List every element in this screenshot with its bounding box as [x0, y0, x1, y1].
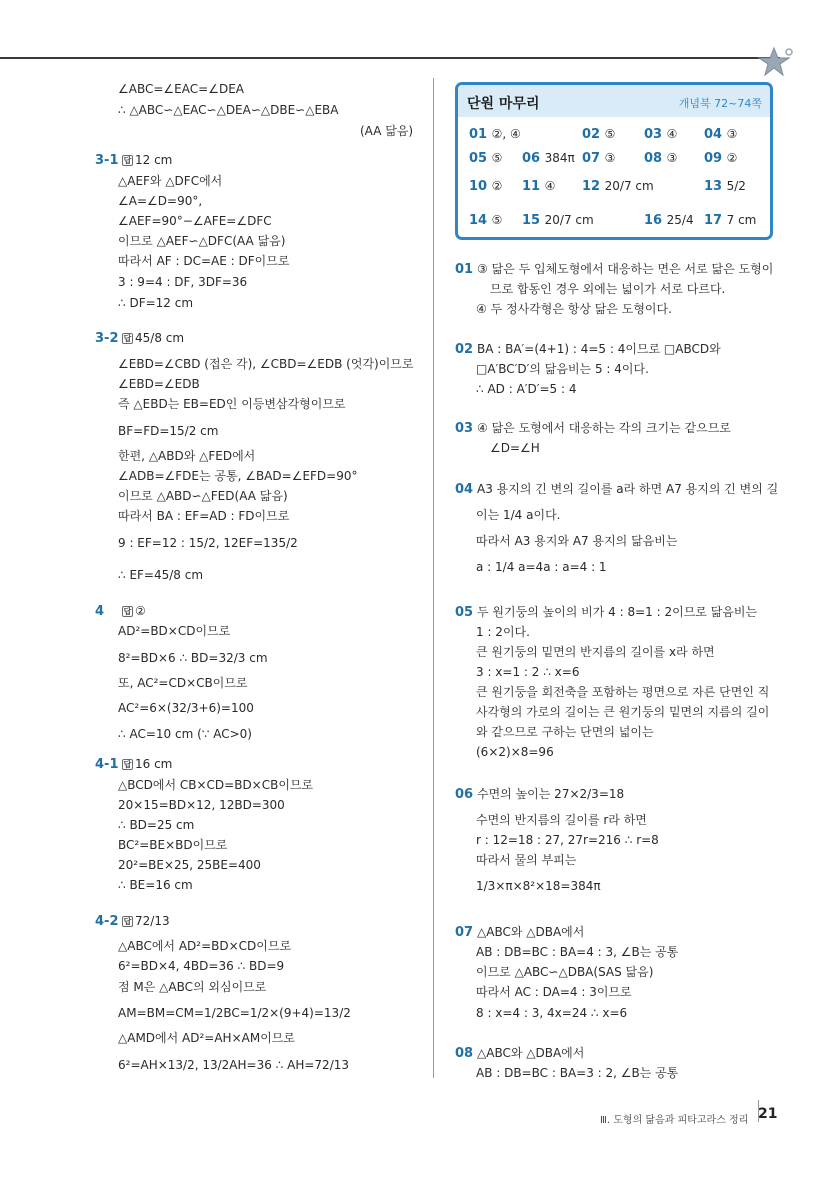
solution-line: 한편, △ABD와 △FED에서 — [118, 449, 256, 463]
answer-mark-icon: 답 — [123, 334, 132, 343]
solution-line: 수면의 높이는 27×2/3=18 — [477, 787, 625, 801]
solution-line: ③ 닮은 두 입체도형에서 대응하는 면은 서로 닮은 도형이 — [477, 262, 774, 276]
answer-text: 답 16 cm — [123, 757, 173, 771]
review-answer-item — [582, 179, 654, 194]
solution-line: ∠AEF=90°−∠AFE=∠DFC — [118, 214, 272, 228]
review-answer-value: ④ — [544, 179, 556, 193]
review-answer-number: 13 — [704, 179, 727, 194]
solution-line: 9 : EF=12 : 15/2, 12EF=135/2 — [118, 536, 298, 550]
answer-text: 답 12 cm — [123, 153, 173, 167]
solution-line: 3 : 9=4 : DF, 3DF=36 — [118, 275, 248, 289]
solution-line: 6²=BD×4, 4BD=36 ∴ BD=9 — [118, 959, 285, 973]
solution-line: △BCD에서 CB×CD=BD×CB이므로 — [118, 778, 314, 792]
answer-mark-icon: 답 — [123, 607, 132, 616]
review-answer-value: ③ — [726, 127, 738, 141]
solution-line: r : 12=18 : 27, 27r=216 ∴ r=8 — [476, 833, 659, 847]
problem-number: 03 — [455, 421, 474, 436]
solution-line: ④ 닮은 도형에서 대응하는 각의 크기는 같으므로 — [477, 421, 731, 435]
solution-line: BF=FD=15/2 cm — [118, 424, 219, 438]
solution-line: ∠ADB=∠FDE는 공통, ∠BAD=∠EFD=90° — [118, 469, 358, 483]
review-answer-number: 08 — [644, 151, 667, 166]
review-answer-number: 07 — [582, 151, 605, 166]
solution-line: 또, AC²=CD×CB이므로 — [118, 676, 248, 690]
review-answer-value: 20/7 cm — [604, 179, 654, 193]
solution-line: 수면의 반지름의 길이를 r라 하면 — [476, 813, 647, 827]
solution-line: AD²=BD×CD이므로 — [118, 624, 231, 638]
solution-line: △ABC와 △DBA에서 — [477, 925, 585, 939]
problem-number: 01 — [455, 262, 474, 277]
review-answer-value: ④ — [666, 127, 678, 141]
solution-line: ∴ BE=16 cm — [118, 878, 193, 892]
chapter-footer: Ⅲ. 도형의 닮음과 피타고라스 정리 — [600, 1115, 749, 1126]
solution-line: ∠EBD=∠EDB — [118, 377, 200, 391]
solution-line: 큰 원기둥의 밑면의 반지름의 길이를 x라 하면 — [476, 645, 715, 659]
solution-line: (AA 닮음) — [360, 124, 414, 138]
solution-line: AC²=6×(32/3+6)=100 — [118, 701, 254, 715]
solution-line: 두 원기둥의 높이의 비가 4 : 8=1 : 2이므로 닮음비는 — [477, 605, 758, 619]
solution-line: ∴ DF=12 cm — [118, 296, 194, 310]
solution-line: △ABC와 △DBA에서 — [477, 1046, 585, 1060]
review-answer-item — [469, 179, 502, 194]
answer-mark-icon: 답 — [123, 760, 132, 769]
solution-line: □A′BC′D′의 닮음비는 5 : 4이다. — [476, 362, 649, 376]
review-answer-value: ⑤ — [491, 151, 503, 165]
solution-line: AB : DB=BC : BA=4 : 3, ∠B는 공통 — [476, 945, 679, 959]
solution-line: 큰 원기둥을 회전축을 포함하는 평면으로 자른 단면인 직 — [476, 685, 770, 699]
review-answer-item — [704, 179, 746, 194]
star-icon — [756, 44, 796, 78]
solution-line: △AMD에서 AD²=AH×AM이므로 — [118, 1031, 295, 1045]
solution-line: 므로 합동인 경우 외에는 넓이가 서로 다르다. — [490, 282, 726, 296]
solution-line: 20×15=BD×12, 12BD=300 — [118, 798, 285, 812]
page-number: 21 — [758, 1106, 778, 1122]
answer-text: 답 45/8 cm — [123, 331, 185, 345]
column-divider — [433, 78, 434, 1078]
problem-number: 02 — [455, 342, 474, 357]
solution-line: 따라서 물의 부피는 — [476, 853, 577, 867]
review-answer-item — [469, 151, 502, 166]
problem-number: 3-2 — [95, 331, 119, 346]
review-answer-value: ② — [726, 151, 738, 165]
solution-line: ∴ BD=25 cm — [118, 818, 195, 832]
review-answer-item — [522, 179, 555, 194]
review-answer-item — [469, 213, 502, 228]
review-answer-value: 384π — [544, 151, 575, 165]
review-answer-number: 02 — [582, 127, 605, 142]
solution-line: ④ 두 정사각형은 항상 닮은 도형이다. — [476, 302, 672, 316]
problem-number: 4 — [95, 604, 105, 619]
solution-line: 8²=BD×6 ∴ BD=32/3 cm — [118, 651, 268, 665]
review-answer-number: 04 — [704, 127, 727, 142]
solution-line: 따라서 BA : EF=AD : FD이므로 — [118, 509, 290, 523]
review-answer-value: 20/7 cm — [544, 213, 594, 227]
answer-mark-icon: 답 — [123, 156, 132, 165]
solution-line: AM=BM=CM=1/2BC=1/2×(9+4)=13/2 — [118, 1006, 351, 1020]
solution-line: 와 같으므로 구하는 단면의 넓이는 — [476, 725, 654, 739]
review-answer-item — [522, 213, 594, 228]
solution-line: BA : BA′=(4+1) : 4=5 : 4이므로 □ABCD와 — [477, 342, 721, 356]
review-answer-item — [704, 127, 737, 142]
solution-line: ∠D=∠H — [490, 441, 540, 455]
review-answer-number: 06 — [522, 151, 545, 166]
solution-line: ∠A=∠D=90°, — [118, 194, 203, 208]
review-answer-item — [522, 151, 575, 166]
answer-text: 답 ② — [123, 604, 146, 618]
review-answer-item — [644, 151, 677, 166]
solution-line: 따라서 AF : DC=AE : DF이므로 — [118, 254, 290, 268]
unit-review-header — [458, 85, 770, 117]
solution-line: 8 : x=4 : 3, 4x=24 ∴ x=6 — [476, 1006, 628, 1020]
solution-line: △AEF와 △DFC에서 — [118, 174, 223, 188]
solution-line: a : 1/4 a=4a : a=4 : 1 — [476, 560, 607, 574]
problem-number: 4-2 — [95, 914, 119, 929]
problem-number: 4-1 — [95, 757, 119, 772]
solution-line: 1/3×π×8²×18=384π — [476, 879, 601, 893]
review-answer-item — [469, 127, 521, 142]
review-answer-number: 15 — [522, 213, 545, 228]
solution-line: ∴ AC=10 cm (∵ AC>0) — [118, 727, 252, 741]
solution-line: ∴ AD : A′D′=5 : 4 — [476, 382, 577, 396]
solution-line: 이는 1/4 a이다. — [476, 508, 561, 522]
answer-text: 답 72/13 — [123, 914, 170, 928]
review-answer-number: 12 — [582, 179, 605, 194]
solution-line: BC²=BE×BD이므로 — [118, 838, 228, 852]
solution-line: △ABC에서 AD²=BD×CD이므로 — [118, 939, 292, 953]
review-answer-value: ②, ④ — [491, 127, 521, 141]
top-rule — [0, 57, 780, 59]
solution-line: 이므로 △ABC∽△DBA(SAS 닮음) — [476, 965, 654, 979]
review-answer-item — [644, 127, 677, 142]
unit-review-box — [455, 82, 773, 240]
review-answer-number: 09 — [704, 151, 727, 166]
review-answer-number: 05 — [469, 151, 492, 166]
unit-review-reference: 개념북 72~74쪽 — [678, 97, 762, 110]
review-answer-item — [704, 151, 737, 166]
solution-line: ∴ EF=45/8 cm — [118, 568, 204, 582]
problem-number: 08 — [455, 1046, 474, 1061]
review-answer-item — [582, 151, 615, 166]
unit-review-title: 단원 마무리 — [467, 96, 540, 112]
solution-line: 이므로 △ABD∽△FED(AA 닮음) — [118, 489, 288, 503]
review-answer-number: 03 — [644, 127, 667, 142]
problem-number: 3-1 — [95, 153, 119, 168]
problem-number: 06 — [455, 787, 474, 802]
review-answer-number: 17 — [704, 213, 727, 228]
solution-line: 1 : 2이다. — [476, 625, 530, 639]
solution-line: 이므로 △AEF∽△DFC(AA 닮음) — [118, 234, 286, 248]
solution-line: A3 용지의 긴 변의 길이를 a라 하면 A7 용지의 긴 변의 길 — [477, 482, 779, 496]
review-answer-value: 25/4 — [666, 213, 694, 227]
solution-line: 6²=AH×13/2, 13/2AH=36 ∴ AH=72/13 — [118, 1058, 349, 1072]
review-answer-number: 01 — [469, 127, 492, 142]
solution-line: AB : DB=BC : BA=3 : 2, ∠B는 공통 — [476, 1066, 679, 1080]
solution-line: 따라서 A3 용지와 A7 용지의 닮음비는 — [476, 534, 678, 548]
problem-number: 07 — [455, 925, 474, 940]
solution-line: 사각형의 가로의 길이는 큰 원기둥의 밑면의 지름의 길이 — [476, 705, 770, 719]
review-answer-number: 14 — [469, 213, 492, 228]
solution-line: 점 M은 △ABC의 외심이므로 — [118, 980, 267, 994]
problem-number: 04 — [455, 482, 474, 497]
review-answer-value: ② — [491, 179, 503, 193]
review-answer-item — [582, 127, 615, 142]
review-answer-number: 11 — [522, 179, 545, 194]
review-answer-item — [644, 213, 694, 228]
answer-mark-icon: 답 — [123, 917, 132, 926]
solution-line: 3 : x=1 : 2 ∴ x=6 — [476, 665, 580, 679]
problem-number: 05 — [455, 605, 474, 620]
review-answer-value: ⑤ — [604, 127, 616, 141]
solution-line: (6×2)×8=96 — [476, 745, 554, 759]
review-answer-item — [704, 213, 756, 228]
solution-line: 20²=BE×25, 25BE=400 — [118, 858, 261, 872]
solution-line: ∠ABC=∠EAC=∠DEA — [118, 82, 244, 96]
solution-line: 따라서 AC : DA=4 : 3이므로 — [476, 985, 632, 999]
review-answer-value: 5/2 — [726, 179, 746, 193]
solution-line: 즉 △EBD는 EB=ED인 이등변삼각형이므로 — [118, 397, 346, 411]
review-answer-value: ③ — [666, 151, 678, 165]
review-answer-value: 7 cm — [726, 213, 757, 227]
review-answer-value: ⑤ — [491, 213, 503, 227]
review-answer-number: 10 — [469, 179, 492, 194]
solution-line: ∠EBD=∠CBD (접은 각), ∠CBD=∠EDB (엇각)이므로 — [118, 357, 414, 371]
solution-line: ∴ △ABC∽△EAC∽△DEA∽△DBE∽△EBA — [118, 103, 339, 117]
review-answer-value: ③ — [604, 151, 616, 165]
review-answer-number: 16 — [644, 213, 667, 228]
